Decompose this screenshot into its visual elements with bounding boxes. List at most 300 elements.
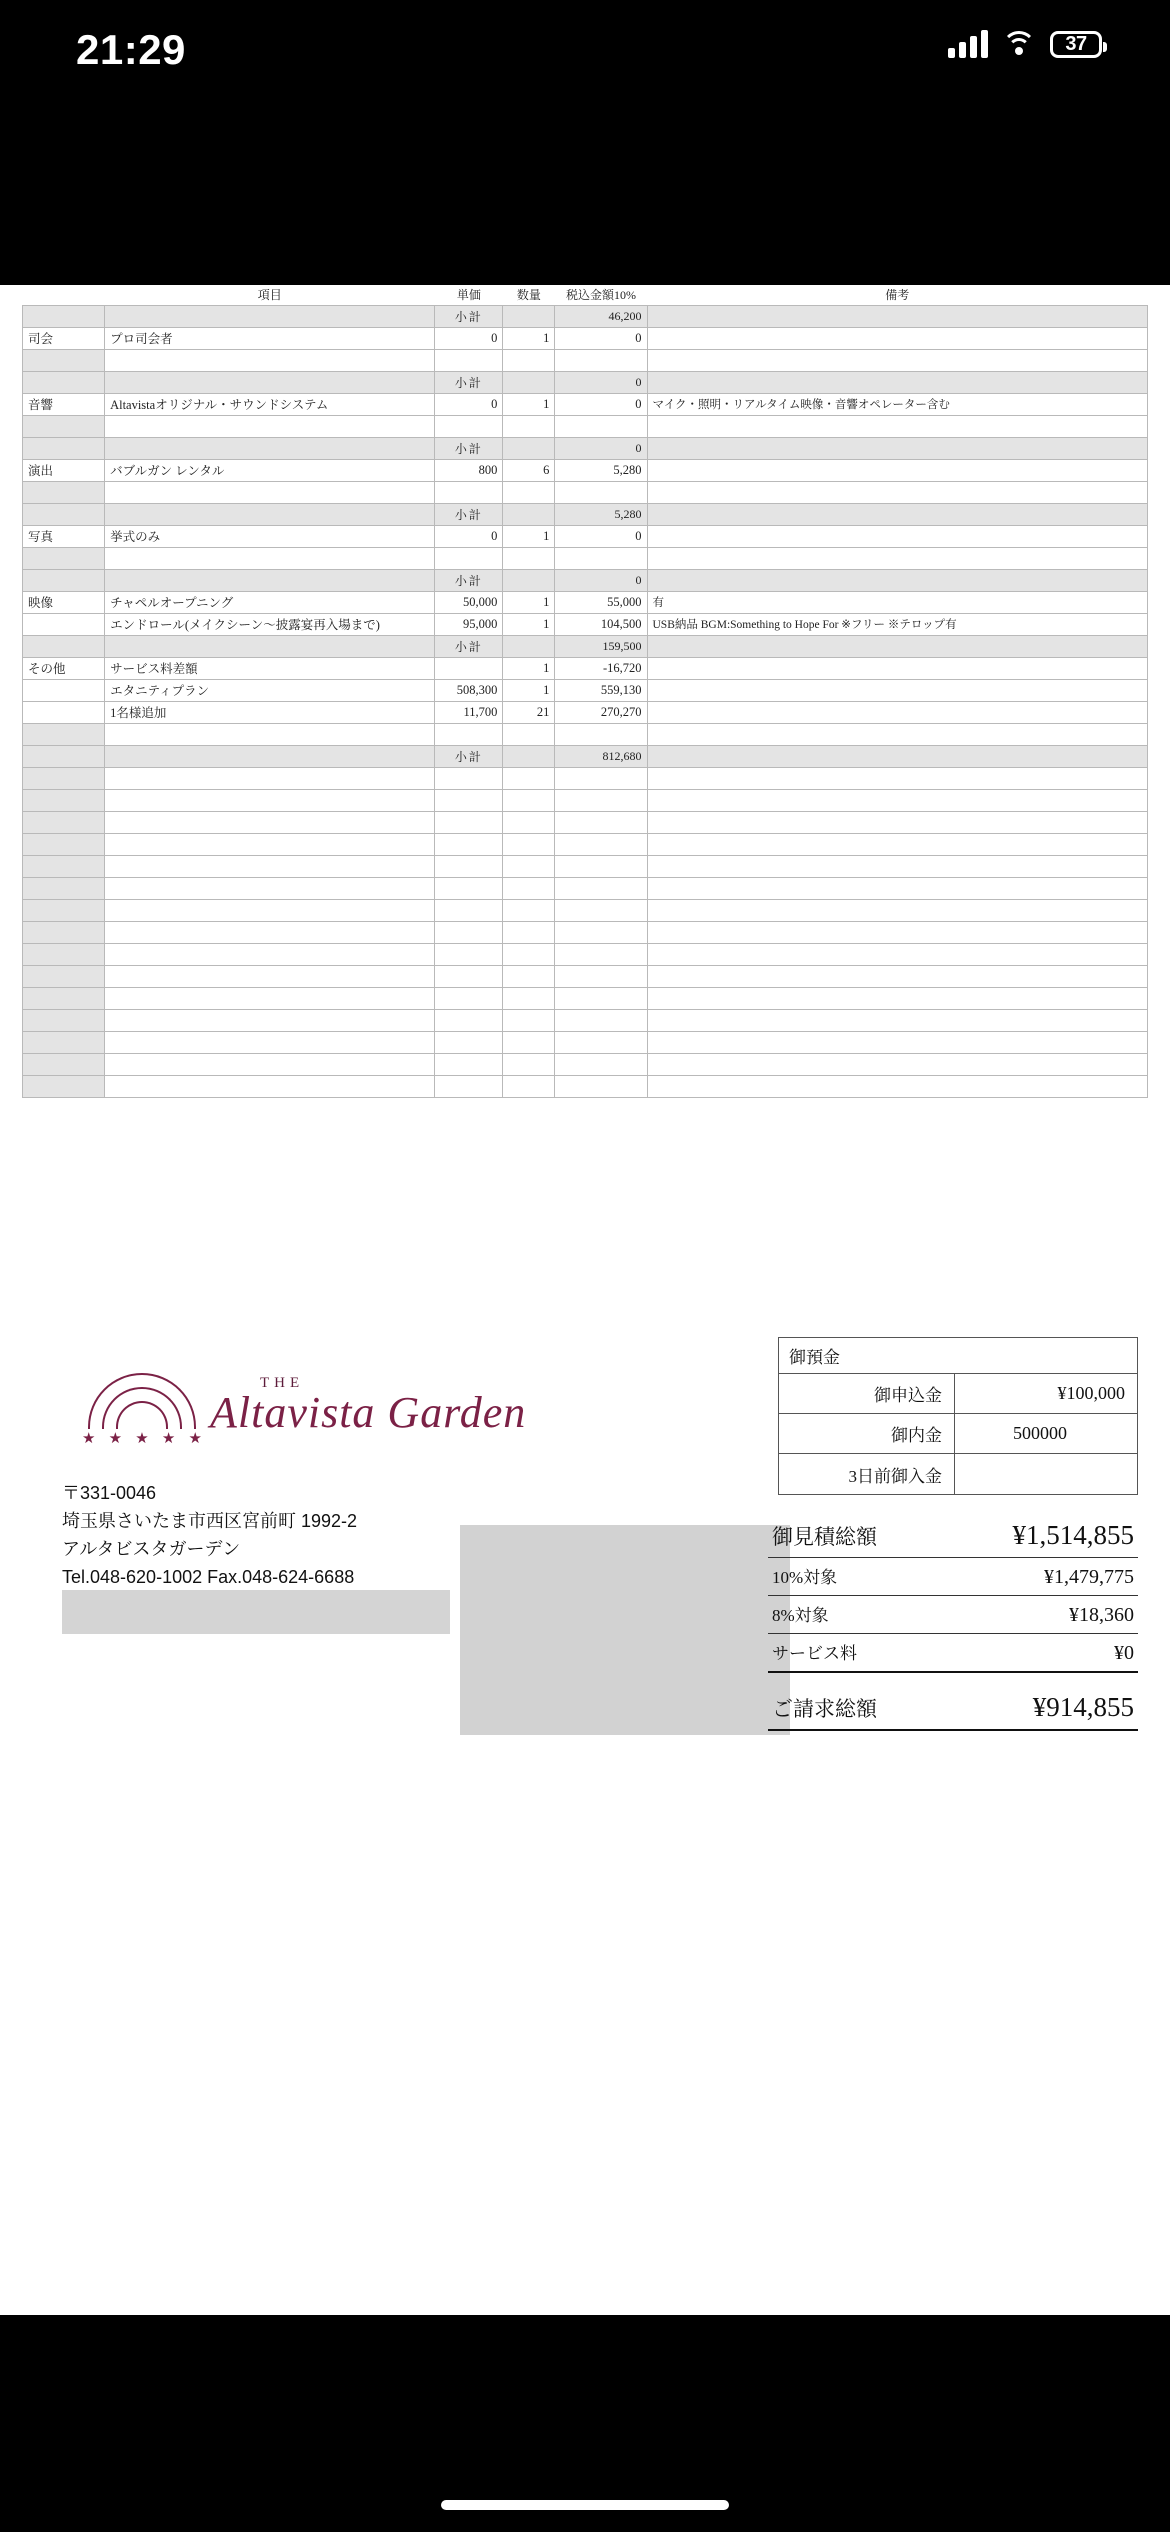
cell-note — [647, 305, 1148, 327]
cell-amount: 5,280 — [555, 459, 647, 481]
cell-category — [23, 701, 105, 723]
cell-item — [105, 943, 435, 965]
cell-quantity — [503, 1031, 555, 1053]
redaction-box — [460, 1525, 790, 1735]
table-row-empty — [23, 1009, 1148, 1031]
cell-note — [647, 679, 1148, 701]
cell-unit — [435, 987, 503, 1009]
cell-note — [647, 833, 1148, 855]
cell-category — [23, 1031, 105, 1053]
cell-category — [23, 789, 105, 811]
deposit-value-application: ¥100,000 — [954, 1374, 1137, 1413]
cell-category — [23, 635, 105, 657]
cell-quantity — [503, 415, 555, 437]
cell-amount — [555, 349, 647, 371]
cell-category — [23, 943, 105, 965]
deposit-label-application: 御申込金 — [874, 1386, 942, 1405]
cell-note — [647, 921, 1148, 943]
totals-row-estimate — [768, 1515, 1138, 1558]
cell-quantity: 6 — [503, 459, 555, 481]
cell-item — [105, 1075, 435, 1097]
cell-category: 写真 — [23, 525, 105, 547]
cell-note — [647, 371, 1148, 393]
cell-amount — [555, 899, 647, 921]
altavista-fan-logo-icon — [82, 1373, 202, 1445]
table-row — [23, 679, 1148, 701]
cell-note — [647, 877, 1148, 899]
cell-item — [105, 833, 435, 855]
cell-unit: 0 — [435, 525, 503, 547]
cell-category — [23, 833, 105, 855]
cell-amount — [555, 1075, 647, 1097]
cell-quantity — [503, 635, 555, 657]
cell-unit — [435, 1009, 503, 1031]
cell-category — [23, 503, 105, 525]
cell-category — [23, 569, 105, 591]
cell-unit: 0 — [435, 393, 503, 415]
cell-category: 音響 — [23, 393, 105, 415]
cell-amount — [555, 723, 647, 745]
totals-label-estimate: 御見積総額 — [772, 1525, 877, 1549]
cellular-bars-icon — [948, 30, 988, 58]
cell-note: 有 — [647, 591, 1148, 613]
cell-quantity — [503, 1053, 555, 1075]
cell-note — [647, 481, 1148, 503]
table-row-empty — [23, 987, 1148, 1009]
cell-item — [105, 789, 435, 811]
cell-note — [647, 1075, 1148, 1097]
table-row-subtotal — [23, 635, 1148, 657]
battery-level: 37 — [1065, 33, 1087, 55]
status-bar-time: 21:29 — [76, 26, 186, 73]
company-postal: 〒331-0046 — [62, 1483, 157, 1503]
cell-quantity — [503, 349, 555, 371]
cell-quantity: 1 — [503, 393, 555, 415]
document-page-footer[interactable] — [0, 1325, 1170, 2315]
cell-amount — [555, 921, 647, 943]
col-unit-price: 単価 — [435, 285, 503, 305]
totals-value-tax10: ¥1,479,775 — [1044, 1566, 1134, 1588]
cell-unit — [435, 789, 503, 811]
cell-quantity — [503, 943, 555, 965]
cell-quantity — [503, 481, 555, 503]
cell-category: 映像 — [23, 591, 105, 613]
cell-item: エタニティプラン — [105, 679, 435, 701]
table-row-empty — [23, 943, 1148, 965]
cell-item: 挙式のみ — [105, 525, 435, 547]
table-row-empty — [23, 921, 1148, 943]
deposit-table — [778, 1337, 1138, 1495]
document-page-table[interactable] — [0, 285, 1170, 1325]
wifi-icon — [1002, 31, 1036, 57]
cell-note — [647, 437, 1148, 459]
cell-note — [647, 327, 1148, 349]
table-row-empty — [23, 833, 1148, 855]
cell-category — [23, 899, 105, 921]
cell-note — [647, 657, 1148, 679]
table-row-empty — [23, 877, 1148, 899]
table-row-subtotal — [23, 503, 1148, 525]
cell-subtotal-label: 小計 — [435, 569, 503, 591]
cell-quantity — [503, 437, 555, 459]
cell-quantity — [503, 723, 555, 745]
cell-note — [647, 635, 1148, 657]
cell-note — [647, 789, 1148, 811]
cell-item — [105, 877, 435, 899]
col-quantity: 数量 — [503, 285, 555, 305]
cell-item — [105, 349, 435, 371]
cell-subtotal-value: 5,280 — [555, 503, 647, 525]
totals-row-tax10 — [768, 1558, 1138, 1596]
cell-category — [23, 1053, 105, 1075]
brand-the: THE — [260, 1375, 305, 1391]
battery-icon — [1050, 31, 1102, 58]
col-item: 項目 — [105, 285, 435, 305]
cell-unit: 11,700 — [435, 701, 503, 723]
cell-amount — [555, 943, 647, 965]
table-row-empty — [23, 789, 1148, 811]
cell-item: チャペルオープニング — [105, 591, 435, 613]
cell-note — [647, 349, 1148, 371]
cell-category — [23, 481, 105, 503]
cell-unit — [435, 899, 503, 921]
cell-subtotal-value: 0 — [555, 371, 647, 393]
home-indicator[interactable] — [441, 2500, 729, 2510]
cell-note — [647, 503, 1148, 525]
cell-amount — [555, 767, 647, 789]
deposit-label-advance: 御内金 — [891, 1426, 942, 1445]
table-row-empty — [23, 1053, 1148, 1075]
cell-category — [23, 349, 105, 371]
cell-unit — [435, 1075, 503, 1097]
items-table — [22, 285, 1148, 1098]
table-row-empty — [23, 767, 1148, 789]
cell-category — [23, 767, 105, 789]
cell-category — [23, 1075, 105, 1097]
totals-row-service — [768, 1634, 1138, 1673]
cell-item — [105, 1031, 435, 1053]
cell-unit: 0 — [435, 327, 503, 349]
cell-item: プロ司会者 — [105, 327, 435, 349]
cell-category: 司会 — [23, 327, 105, 349]
cell-unit — [435, 481, 503, 503]
cell-item — [105, 855, 435, 877]
cell-amount — [555, 987, 647, 1009]
totals-row-tax8 — [768, 1596, 1138, 1634]
cell-note: マイク・照明・リアルタイム映像・音響オペレーター含む — [647, 393, 1148, 415]
cell-quantity — [503, 899, 555, 921]
cell-subtotal-label: 小計 — [435, 503, 503, 525]
cell-subtotal-label: 小計 — [435, 371, 503, 393]
cell-quantity — [503, 789, 555, 811]
cell-quantity: 1 — [503, 657, 555, 679]
table-header-row — [23, 285, 1148, 305]
table-row-subtotal — [23, 745, 1148, 767]
totals-value-service: ¥0 — [1114, 1642, 1134, 1664]
cell-unit: 800 — [435, 459, 503, 481]
company-address — [62, 1480, 357, 1592]
cell-unit: 50,000 — [435, 591, 503, 613]
cell-amount — [555, 1009, 647, 1031]
status-bar-indicators — [948, 30, 1102, 58]
cell-item — [105, 921, 435, 943]
cell-quantity: 1 — [503, 679, 555, 701]
cell-item — [105, 547, 435, 569]
cell-item — [105, 965, 435, 987]
cell-quantity — [503, 855, 555, 877]
cell-note — [647, 965, 1148, 987]
cell-item — [105, 811, 435, 833]
table-row — [23, 701, 1148, 723]
table-row-empty — [23, 899, 1148, 921]
cell-note — [647, 547, 1148, 569]
cell-amount: 0 — [555, 327, 647, 349]
cell-category — [23, 987, 105, 1009]
cell-category — [23, 547, 105, 569]
items-table-wrapper — [22, 285, 1148, 1098]
cell-note — [647, 459, 1148, 481]
cell-unit — [435, 767, 503, 789]
status-bar — [0, 0, 1170, 100]
cell-item — [105, 481, 435, 503]
cell-note — [647, 767, 1148, 789]
cell-amount: 559,130 — [555, 679, 647, 701]
table-row — [23, 591, 1148, 613]
table-row — [23, 327, 1148, 349]
cell-subtotal-value: 159,500 — [555, 635, 647, 657]
cell-amount: -16,720 — [555, 657, 647, 679]
cell-quantity: 1 — [503, 613, 555, 635]
deposit-row-advance — [779, 1414, 1137, 1454]
redaction-bar — [62, 1590, 450, 1634]
cell-amount — [555, 877, 647, 899]
cell-quantity — [503, 965, 555, 987]
cell-subtotal-label: 小計 — [435, 635, 503, 657]
col-amount: 税込金額10% — [555, 285, 647, 305]
cell-quantity: 1 — [503, 525, 555, 547]
cell-quantity — [503, 987, 555, 1009]
deposit-row-application — [779, 1374, 1137, 1414]
cell-category — [23, 877, 105, 899]
cell-quantity — [503, 921, 555, 943]
cell-note — [647, 1009, 1148, 1031]
cell-category — [23, 855, 105, 877]
cell-category — [23, 921, 105, 943]
cell-amount: 104,500 — [555, 613, 647, 635]
table-row-blank — [23, 349, 1148, 371]
cell-item — [105, 723, 435, 745]
col-category — [23, 285, 105, 305]
cell-unit — [435, 921, 503, 943]
cell-item: サービス料差額 — [105, 657, 435, 679]
table-row — [23, 525, 1148, 547]
cell-unit — [435, 415, 503, 437]
cell-quantity — [503, 811, 555, 833]
totals-label-grand: ご請求総額 — [772, 1697, 877, 1721]
cell-item — [105, 1053, 435, 1075]
five-stars-icon: ★ ★ ★ ★ ★ — [82, 1430, 202, 1447]
cell-item — [105, 635, 435, 657]
cell-item: Altavistaオリジナル・サウンドシステム — [105, 393, 435, 415]
table-row — [23, 657, 1148, 679]
cell-item — [105, 415, 435, 437]
cell-item — [105, 503, 435, 525]
totals-label-service: サービス料 — [772, 1644, 857, 1663]
cell-amount — [555, 833, 647, 855]
cell-note — [647, 899, 1148, 921]
company-phone: Tel.048-620-1002 Fax.048-624-6688 — [62, 1566, 355, 1587]
company-venue: アルタビスタガーデン — [62, 1538, 241, 1559]
cell-quantity — [503, 547, 555, 569]
cell-quantity — [503, 1009, 555, 1031]
cell-amount — [555, 855, 647, 877]
items-table-head — [23, 285, 1148, 305]
table-row — [23, 459, 1148, 481]
cell-note — [647, 525, 1148, 547]
cell-unit — [435, 349, 503, 371]
cell-category: 演出 — [23, 459, 105, 481]
cell-unit: 95,000 — [435, 613, 503, 635]
items-table-body — [23, 305, 1148, 1097]
cell-amount — [555, 789, 647, 811]
totals-value-tax8: ¥18,360 — [1069, 1604, 1134, 1626]
cell-category — [23, 305, 105, 327]
table-row-blank — [23, 415, 1148, 437]
cell-item — [105, 767, 435, 789]
cell-note — [647, 811, 1148, 833]
cell-amount — [555, 547, 647, 569]
cell-quantity — [503, 1075, 555, 1097]
table-row-blank — [23, 547, 1148, 569]
table-row-empty — [23, 811, 1148, 833]
cell-unit — [435, 833, 503, 855]
cell-category — [23, 437, 105, 459]
cell-subtotal-label: 小計 — [435, 437, 503, 459]
cell-quantity: 1 — [503, 327, 555, 349]
deposit-value-3days — [954, 1454, 1137, 1494]
cell-note — [647, 569, 1148, 591]
deposit-row-3days — [779, 1454, 1137, 1494]
cell-note — [647, 723, 1148, 745]
cell-category — [23, 613, 105, 635]
cell-note — [647, 745, 1148, 767]
cell-amount: 270,270 — [555, 701, 647, 723]
cell-item — [105, 371, 435, 393]
cell-quantity — [503, 745, 555, 767]
totals-label-tax8: 8%対象 — [772, 1606, 829, 1625]
cell-subtotal-value: 0 — [555, 569, 647, 591]
table-row-subtotal — [23, 437, 1148, 459]
cell-note — [647, 987, 1148, 1009]
cell-quantity — [503, 877, 555, 899]
cell-category — [23, 745, 105, 767]
cell-item — [105, 437, 435, 459]
table-row-empty — [23, 965, 1148, 987]
table-row-blank — [23, 723, 1148, 745]
cell-subtotal-label: 小計 — [435, 745, 503, 767]
company-street: 埼玉県さいたま市西区宮前町 1992-2 — [62, 1510, 358, 1531]
table-row-empty — [23, 855, 1148, 877]
cell-subtotal-label: 小計 — [435, 305, 503, 327]
cell-item — [105, 1009, 435, 1031]
cell-unit — [435, 723, 503, 745]
deposit-title: 御預金 — [779, 1338, 1137, 1374]
cell-amount: 0 — [555, 393, 647, 415]
cell-category — [23, 679, 105, 701]
cell-quantity: 1 — [503, 591, 555, 613]
cell-item — [105, 305, 435, 327]
cell-item — [105, 569, 435, 591]
totals-value-grand: ¥914,855 — [1032, 1692, 1134, 1722]
cell-note — [647, 1053, 1148, 1075]
cell-amount — [555, 1031, 647, 1053]
cell-quantity — [503, 305, 555, 327]
deposit-value-advance: 500000 — [954, 1414, 1137, 1453]
cell-unit — [435, 877, 503, 899]
cell-category: その他 — [23, 657, 105, 679]
totals-block — [768, 1515, 1138, 1731]
table-row-empty — [23, 1031, 1148, 1053]
cell-subtotal-value: 812,680 — [555, 745, 647, 767]
cell-quantity: 21 — [503, 701, 555, 723]
cell-item — [105, 899, 435, 921]
cell-quantity — [503, 569, 555, 591]
totals-value-estimate: ¥1,514,855 — [1012, 1520, 1134, 1550]
cell-unit — [435, 1031, 503, 1053]
cell-quantity — [503, 767, 555, 789]
col-note: 備考 — [647, 285, 1148, 305]
cell-category — [23, 965, 105, 987]
totals-label-tax10: 10%対象 — [772, 1568, 838, 1587]
cell-note — [647, 415, 1148, 437]
cell-amount — [555, 481, 647, 503]
cell-category — [23, 811, 105, 833]
cell-note: USB納品 BGM:Something to Hope For ※フリー ※テロップ有 — [647, 613, 1148, 635]
cell-category — [23, 371, 105, 393]
cell-note — [647, 701, 1148, 723]
cell-amount — [555, 965, 647, 987]
cell-category — [23, 723, 105, 745]
cell-amount: 0 — [555, 525, 647, 547]
cell-quantity — [503, 833, 555, 855]
cell-amount — [555, 1053, 647, 1075]
table-row — [23, 393, 1148, 415]
cell-item: エンドロール(メイクシーン〜披露宴再入場まで) — [105, 613, 435, 635]
totals-row-grand — [768, 1687, 1138, 1731]
table-row-subtotal — [23, 371, 1148, 393]
table-row-blank — [23, 481, 1148, 503]
cell-unit — [435, 943, 503, 965]
cell-note — [647, 855, 1148, 877]
cell-category — [23, 415, 105, 437]
cell-category — [23, 1009, 105, 1031]
table-row-subtotal — [23, 569, 1148, 591]
cell-note — [647, 1031, 1148, 1053]
cell-amount — [555, 811, 647, 833]
cell-item: バブルガン レンタル — [105, 459, 435, 481]
deposit-label-3days: 3日前御入金 — [848, 1466, 942, 1486]
cell-subtotal-value: 0 — [555, 437, 647, 459]
cell-unit: 508,300 — [435, 679, 503, 701]
cell-amount: 55,000 — [555, 591, 647, 613]
cell-subtotal-value: 46,200 — [555, 305, 647, 327]
table-row-empty — [23, 1075, 1148, 1097]
cell-unit — [435, 547, 503, 569]
cell-unit — [435, 657, 503, 679]
cell-quantity — [503, 503, 555, 525]
cell-item: 1名様追加 — [105, 701, 435, 723]
brand-name: Altavista Garden — [210, 1388, 527, 1437]
